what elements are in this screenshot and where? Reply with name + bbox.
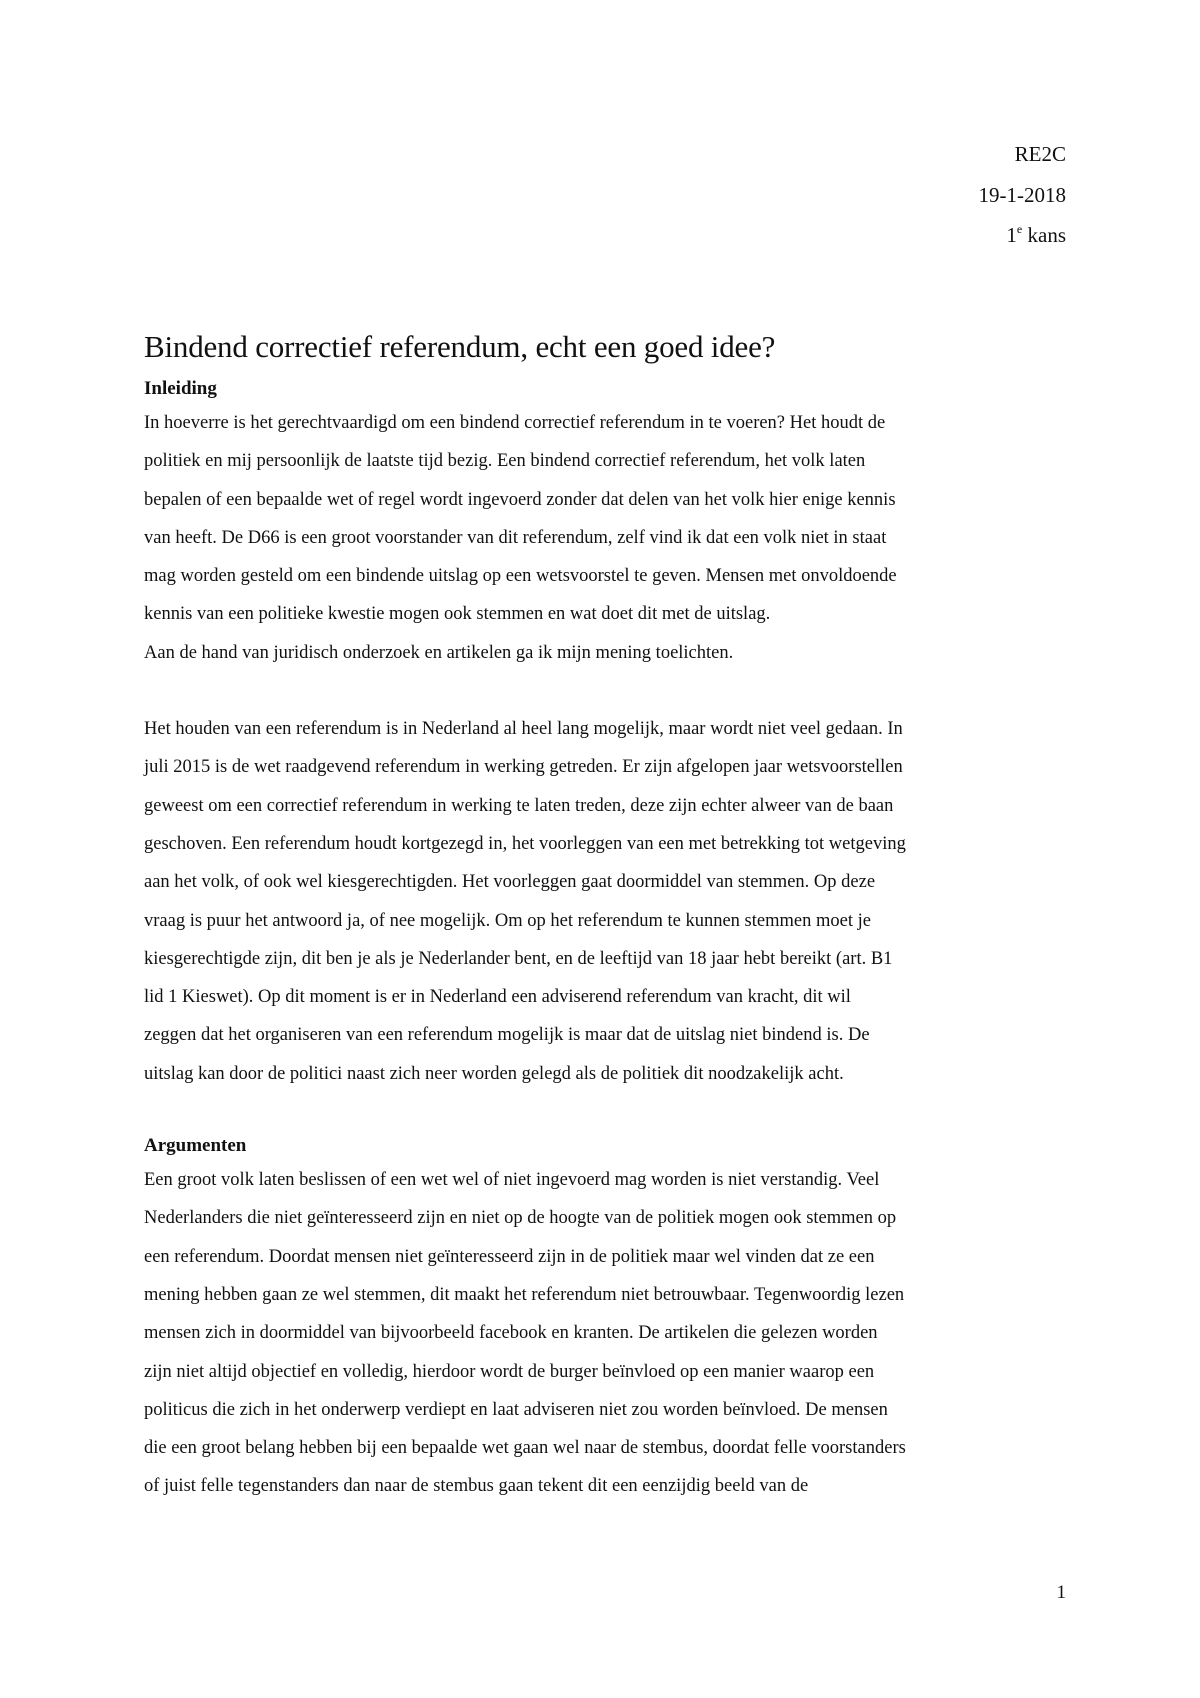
attempt-text: kans — [1022, 223, 1066, 247]
document-date: 19-1-2018 — [978, 183, 1066, 207]
document-body — [144, 328, 1074, 1506]
paragraph-spacer — [144, 672, 1074, 710]
attempt-suffix: e — [1016, 222, 1023, 236]
attempt-number: 1 — [1006, 223, 1017, 247]
intro-heading: Inleiding — [144, 378, 217, 399]
class-code: RE2C — [1014, 142, 1066, 166]
paragraph-spacer — [144, 1093, 1074, 1131]
background-paragraph: Het houden van een referendum is in Nederland al heel lang mogelijk, maar wordt niet veel gedaan. In juli 2015 is de wet raadgevend referendum in werking getreden. Er zijn afgelopen jaar wetsvoorstellen geweest om een correctief referendum in werking te laten treden, deze zijn echter alweer van de baan geschoven. Een referendum houdt kortgezegd in, het voorleggen van een met betrekking tot wetgeving aan het volk, of ook wel kiesgerechtigden. Het voorleggen gaat doormiddel van stemmen. Op deze vraag is puur het antwoord ja, of nee mogelijk. Om op het referendum te kunnen stemmen moet je kiesgerechtigde zijn, dit ben je als je Nederlander bent, en de leeftijd van 18 jaar hebt bereikt (art. B1 lid 1 Kieswet). Op dit moment is er in Nederland een adviserend referendum van kracht, dit wil zeggen dat het organiseren van een referendum mogelijk is maar dat de uitslag niet bindend is. De uitslag kan door de politici naast zich neer worden gelegd als de politiek dit noodzakelijk acht. — [144, 719, 906, 1084]
arguments-heading: Argumenten — [144, 1135, 247, 1157]
arguments-paragraph: Een groot volk laten beslissen of een wet wel of niet ingevoerd mag worden is niet verstandig. Veel Nederlanders die niet geïnteresseerd zijn en niet op de hoogte van de politiek mogen ook stemmen op een referendum. Doordat mensen niet geïnteresseerd zijn in de politiek maar wel vinden dat ze een mening hebben gaan ze wel stemmen, dit maakt het referendum niet betrouwbaar. Tegenwoordig lezen mensen zich in doormiddel van bijvoorbeeld facebook en kranten. De artikelen die gelezen worden zijn niet altijd objectief en volledig, hierdoor wordt de burger beïnvloed op een manier waarop een politicus die zich in het onderwerp verdiept en laat adviseren niet zou worden beïnvloed. De mensen die een groot belang hebben bij een bepaalde wet gaan wel naar de stembus, doordat felle voorstanders of juist felle tegenstanders dan naar de stembus gaan tekent dit een eenzijdig beeld van de — [144, 1170, 906, 1497]
header-block — [979, 144, 1067, 246]
attempt-label — [979, 222, 1067, 247]
intro-paragraph: In hoeverre is het gerechtvaardigd om een bindend correctief referendum in te voeren? Het houdt de politiek en mij persoonlijk de laatste tijd bezig. Een bindend correctief referendum, het volk laten bepalen of een bepaalde wet of regel wordt ingevoerd zonder dat delen van het volk hier enige kennis van heeft. De D66 is een groot voorstander van dit referendum, zelf vind ik dat een volk niet in staat mag worden gesteld om een bindende uitslag op een wetsvoorstel te geven. Mensen met onvoldoende kennis van een politieke kwestie mogen ook stemmen en wat doet dit met de uitslag. Aan de hand van juridisch onderzoek en artikelen ga ik mijn mening toelichten. — [144, 413, 897, 663]
document-title: Bindend correctief referendum, echt een goed idee? — [144, 329, 776, 364]
page-number: 1 — [1056, 1582, 1066, 1603]
